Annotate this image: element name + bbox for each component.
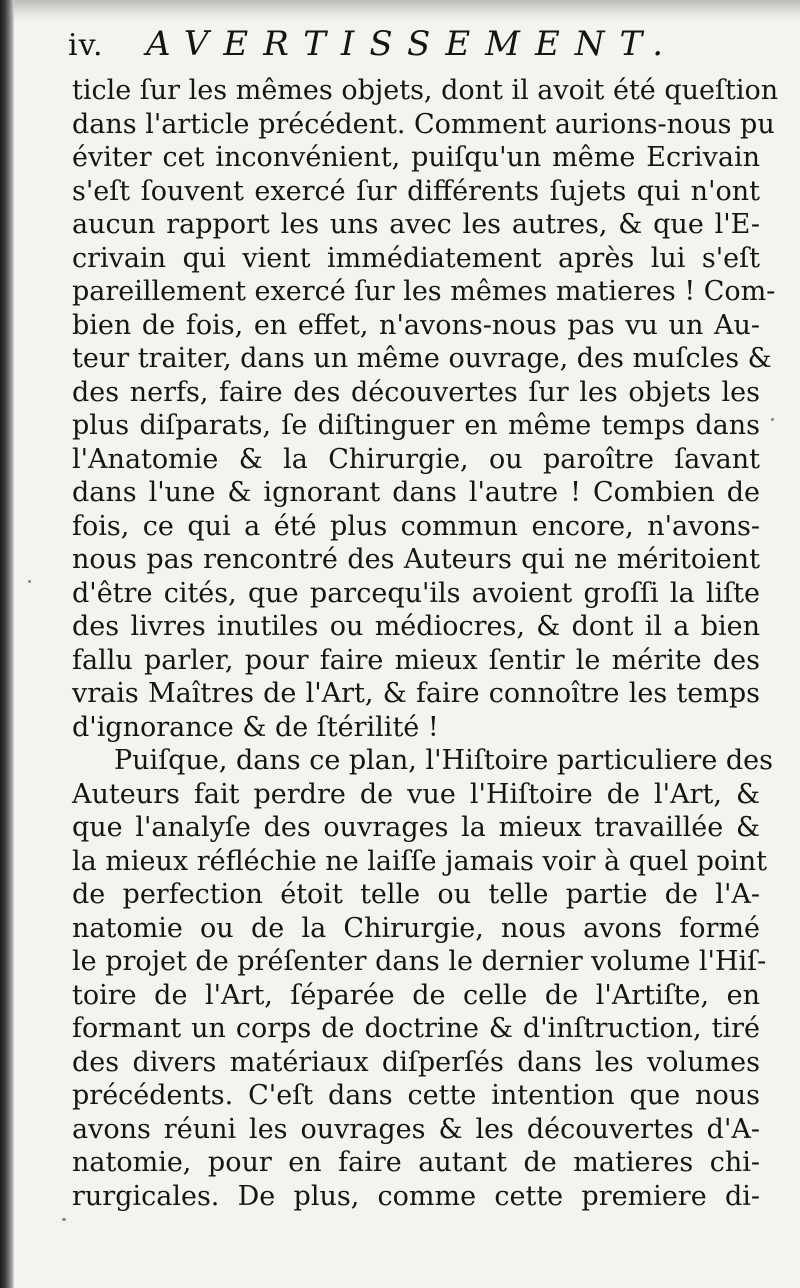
text-line: rurgicales. De plus, comme cette premiere di- [72, 1180, 760, 1212]
page-header [68, 22, 768, 72]
text-line: dans l'article précédent. Comment aurions-nous pu [72, 108, 775, 140]
text-line: formant un corps de doctrine & d'inſtruction, tiré [72, 1013, 760, 1044]
text-line: fallu parler, pour faire mieux ſentir le mérite des [72, 644, 760, 676]
text-line: des livres inutiles ou médiocres, & dont il a bien [72, 611, 760, 642]
text-line: éviter cet inconvénient, puiſqu'un même Ecrivain [72, 142, 760, 173]
text-line: le projet de préſenter dans le dernier volume l'Hiſ- [72, 946, 767, 977]
ink-speck [771, 418, 774, 421]
text-line: toire de l'Art, ſéparée de celle de l'Artiſte, en [72, 979, 760, 1011]
page-top-edge [14, 0, 800, 22]
text-line: la mieux réfléchie ne laiſſe jamais voir à quel point [72, 845, 768, 877]
page-number: iv. [68, 28, 104, 63]
text-line: que l'analyſe des ouvrages la mieux travaillée & [72, 812, 760, 843]
ink-speck [28, 580, 31, 583]
running-title: AVERTISSEMENT. [146, 24, 679, 64]
text-line: dans l'une & ignorant dans l'autre ! Combien de [72, 477, 760, 508]
text-line: natomie ou de la Chirurgie, nous avons formé [72, 912, 760, 944]
text-line: Auteurs fait perdre de vue l'Hiſtoire de l'Art, & [72, 778, 760, 810]
text-line: bien de fois, en effet, n'avons-nous pas vu un Au- [72, 309, 760, 341]
text-line: natomie, pour en faire autant de matieres chi- [72, 1147, 760, 1178]
text-line: nous pas rencontré des Auteurs qui ne méritoient [72, 544, 760, 575]
text-line: aucun rapport les uns avec les autres, & que l'E- [72, 209, 760, 240]
paragraph-start-line: Puiſque, dans ce plan, l'Hiſtoire particuliere des [114, 745, 774, 776]
ink-speck [62, 1218, 66, 1221]
text-line: teur traiter, dans un même ouvrage, des muſcles & [72, 343, 772, 374]
text-line: précédents. C'eſt dans cette intention que nous [72, 1080, 760, 1111]
body-text [72, 74, 779, 1213]
text-line: des divers matériaux diſperſés dans les volumes [72, 1046, 760, 1078]
text-line: plus diſparats, ſe diſtinguer en même temps dans [72, 410, 760, 441]
paragraph-end-line: d'ignorance & de ſtérilité ! [72, 711, 439, 743]
text-line: s'eſt ſouvent exercé ſur différents ſujets qui n'ont [72, 175, 760, 207]
text-line: fois, ce qui a été plus commun encore, n'avons- [72, 510, 760, 542]
text-line: avons réuni les ouvrages & les découvertes d'A- [72, 1113, 760, 1145]
text-line: d'être cités, que parcequ'ils avoient groſſi la liſte [72, 577, 760, 609]
text-line: ticle ſur les mêmes objets, dont il avoit été queſtion [72, 75, 779, 106]
text-line: des nerfs, faire des découvertes ſur les objets les [72, 376, 760, 408]
text-line: pareillement exercé ſur les mêmes matieres ! Com- [72, 276, 776, 307]
book-gutter [0, 0, 14, 1288]
text-line: de perfection étoit telle ou telle partie de l'A- [72, 879, 760, 910]
text-line: vrais Maîtres de l'Art, & faire connoître les temps [72, 678, 760, 709]
text-line: l'Anatomie & la Chirurgie, ou paroître ſavant [72, 443, 760, 475]
text-line: crivain qui vient immédiatement après lui s'eſt [72, 242, 760, 274]
